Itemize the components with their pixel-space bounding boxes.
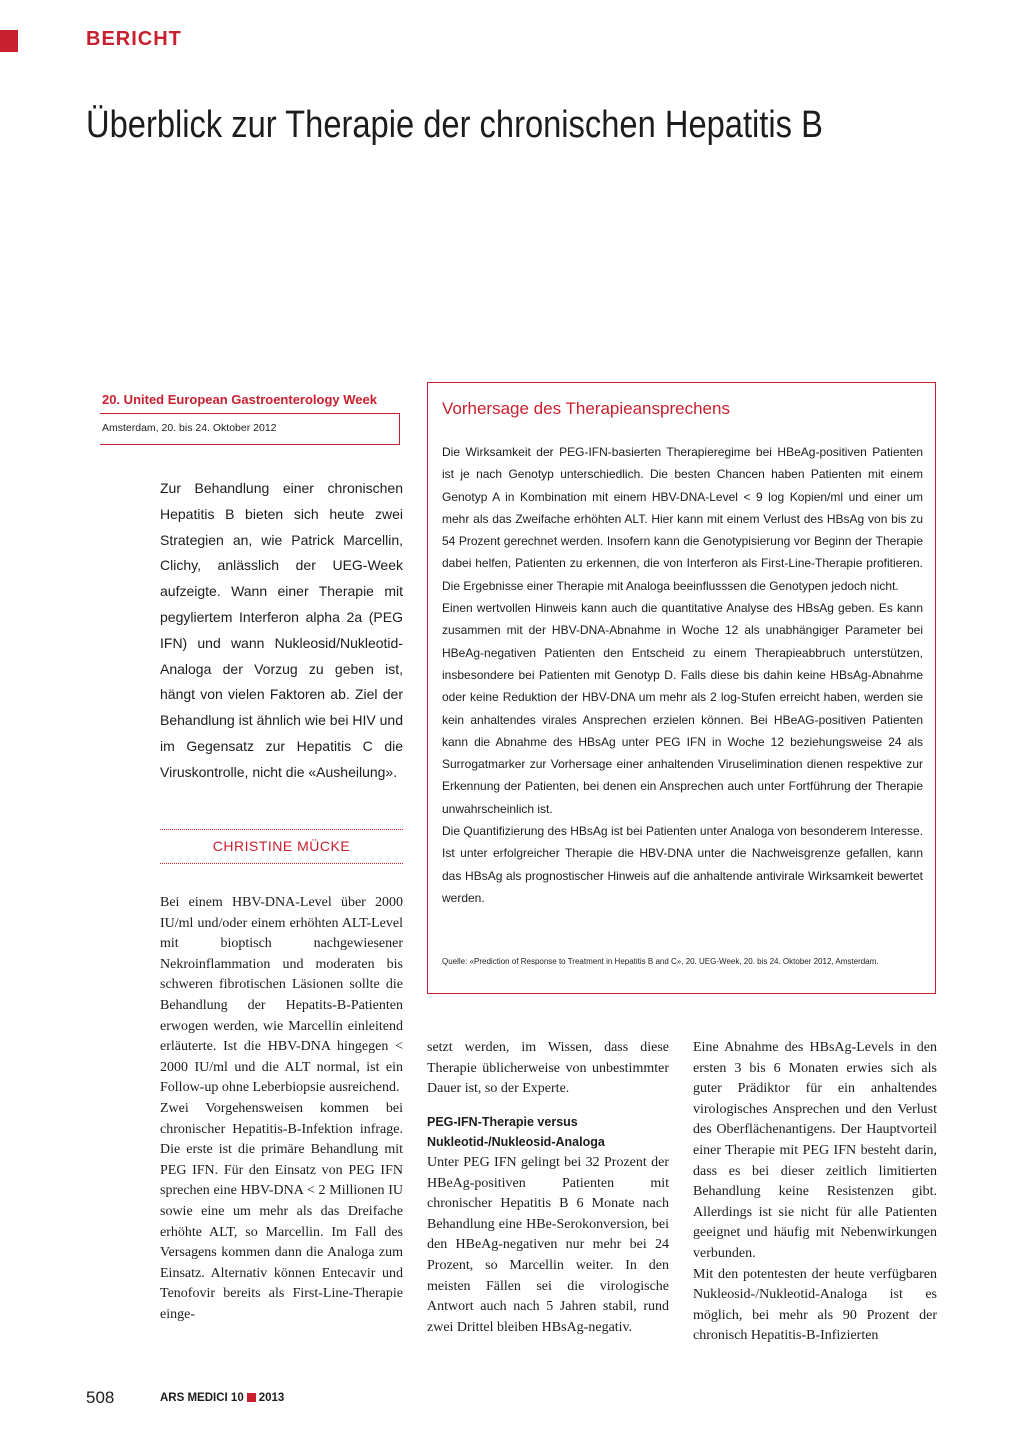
- footer-journal: [160, 1392, 284, 1404]
- section-marker: [0, 30, 18, 52]
- page-number: 508: [86, 1388, 115, 1407]
- paragraph: Unter PEG IFN gelingt bei 32 Prozent der HBeAg-positiven Patienten mit chronischer Hepatitis B 6 Monate nach Behandlung eine HBe-Serokonversion, bei den HBeAg-negativen nur mehr bei 24 Prozent, so Marcellin weiter. In den meisten Fällen sei die virologische Antwort auch nach 5 Jahren stabil, rund zwei Drittel bleiben HBsAg-negativ.: [427, 1154, 669, 1335]
- author-name: CHRISTINE MÜCKE: [212, 838, 351, 854]
- info-sidebar: [427, 382, 936, 994]
- paragraph: Mit den potentesten der heute verfügbaren Nukleosid-/Nukleotid-Analoga ist es möglich, bei mehr als 90 Prozent der chronisch Hepatitis-B-Infizierten: [693, 1266, 937, 1344]
- body-column-2: [427, 1038, 669, 1338]
- sidebar-paragraph: Die Quantifizierung des HBsAg ist bei Patienten unter Analoga von besonderem Interesse. Ist unter erfolgreicher Therapie die HBV-DNA unter die Nachweisgrenze gefallen, kann das HBsAg als prognostischer Hinweis auf die anhaltende antivirale Wirksamkeit bewertet werden.: [442, 824, 923, 905]
- event-subtitle: Amsterdam, 20. bis 24. Oktober 2012: [100, 414, 400, 445]
- sidebar-title: Vorhersage des Therapieansprechens: [442, 399, 730, 418]
- author-block: [160, 829, 403, 864]
- body-column-1: [160, 893, 403, 1325]
- sidebar-text: [442, 441, 923, 909]
- sidebar-paragraph: Einen wertvollen Hinweis kann auch die quantitative Analyse des HBsAg geben. Es kann zusammen mit der HBV-DNA-Abnahme in Woche 12 als unabhängiger Parameter bei HBeAg-negativen Patienten den Entscheid zu einem Therapieabbruch unterstützen, insbesondere bei Patienten mit Genotyp D. Falls diese bis dahin keine HBsAg-Abnahme oder keine Reduktion der HBV-DNA um mehr als 2 log-Stufen erreicht haben, werden sie kein anhaltendes virales Ansprechen erzielen können. Bei HBeAG-positiven Patienten kann die Abnahme des HBsAg unter PEG IFN in Woche 12 beziehungsweise 24 als Surrogatmarker zur Vorhersage einer anhaltenden Viruselimination dienen respektive zur Erkennung der Patienten, bei denen ein Ansprechen auch unter Fortführung der Therapie unwahrscheinlich ist.: [442, 601, 923, 816]
- paragraph: Zwei Vorgehensweisen kommen bei chronischer Hepatitis-B-Infektion infrage. Die erste ist die primäre Behandlung mit PEG IFN. Für den Einsatz von PEG IFN sprechen eine HBV-DNA < 2 Millionen IU sowie eine um mehr als das Dreifache erhöhte ALT, so Marcellin. Im Fall des Versagens kommen dann die Analoga zum Einsatz. Alternativ können Entecavir und Tenofovir bereits als First-Line-Therapie einge-: [160, 1100, 403, 1322]
- sidebar-paragraph: Die Wirksamkeit der PEG-IFN-basierten Therapieregime bei HBeAg-positiven Patienten ist je nach Genotyp unterschiedlich. Die besten Chancen haben Patienten mit einem Genotyp A in Kombination mit einem HBV-DNA-Level < 9 log Kopien/ml und einer um mehr als das Zweifache erhöhten ALT. Hier kann mit einem Verlust des HBsAg von bis zu 54 Prozent gerechnet werden. Insofern kann die Genotypisierung vor Beginn der Therapie dabei helfen, Patienten zu erkennen, die von Interferon als First-Line-Therapie profitieren. Die Ergebnisse einer Therapie mit Analoga beeinflusssen die Genotypen jedoch nicht.: [442, 445, 923, 593]
- paragraph: Eine Abnahme des HBsAg-Levels in den ersten 3 bis 6 Monaten erwies sich als guter Prädiktor für ein anhaltendes virologisches Ansprechen und den Verlust des Oberflächenantigens. Der Hauptvorteil einer Therapie mit PEG IFN besteht darin, dass es bei dieser zeitlich limitierten Behandlung keine Resistenzen gibt. Allerdings ist sie nicht für alle Patienten geeignet und häufig mit Nebenwirkungen verbunden.: [693, 1040, 937, 1261]
- sidebar-source: Quelle: «Prediction of Response to Treatment in Hepatitis B and C», 20. UEG-Week, 20. bis 24. Oktober 2012, Amsterdam.: [442, 957, 879, 966]
- subheading: PEG-IFN-Therapie versus Nukleotid-/Nukleosid-Analoga: [427, 1114, 605, 1150]
- section-label: BERICHT: [86, 28, 182, 50]
- paragraph: Bei einem HBV-DNA-Level über 2000 IU/ml und/oder einem erhöhten ALT-Level mit bioptisch nachgewiesener Nekroinflammation und moderaten bis schweren fibrotischen Läsionen sollte die Behandlung der Hepatits-B-Patienten erwogen werden, wie Marcellin einleitend erläuterte. Ist die HBV-DNA hingegen < 2000 IU/ml und die ALT normal, ist ein Follow-up ohne Leberbiopsie ausreichend.: [160, 895, 403, 1096]
- paragraph: setzt werden, im Wissen, dass diese Therapie üblicherweise von unbestimmter Dauer ist, so der Experte.: [427, 1040, 669, 1097]
- article-title: Überblick zur Therapie der chronischen Hepatitis B: [86, 104, 823, 146]
- journal-name: ARS MEDICI 10: [160, 1392, 244, 1404]
- lead-paragraph: Zur Behandlung einer chronischen Hepatitis B bieten sich heute zwei Strategien an, wie Patrick Marcellin, Clichy, anlässlich der UEG-Week aufzeigte. Wann einer Therapie mit pegyliertem Interferon alpha 2a (PEG IFN) und wann Nukleosid/Nukleotid-Analoga der Vorzug zu geben ist, hängt von vielen Faktoren ab. Ziel der Behandlung ist ähnlich wie bei HIV und im Gegensatz zur Hepatitis C die Viruskontrolle, nicht die «Ausheilung».: [160, 480, 403, 780]
- body-column-3: [693, 1038, 937, 1347]
- square-separator-icon: [247, 1393, 256, 1402]
- journal-year: 2013: [258, 1392, 285, 1404]
- event-info-box: [100, 390, 400, 445]
- event-title: 20. United European Gastroenterology Week: [100, 390, 400, 414]
